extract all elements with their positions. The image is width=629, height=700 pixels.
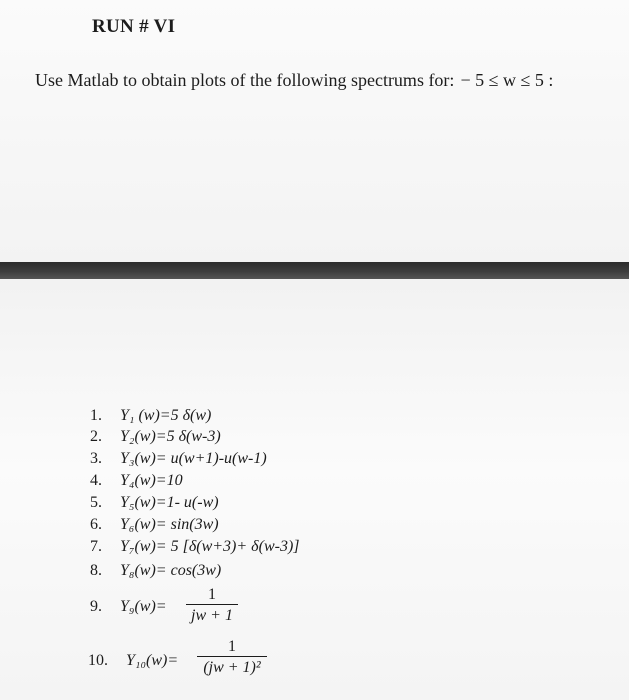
item-expression: Y₃(w)= u(w+1)-u(w-1): [120, 450, 267, 467]
item-number: 4.: [90, 472, 102, 489]
page-title: RUN # VI: [92, 16, 176, 37]
paper-top: [0, 0, 629, 262]
item-expression: Y₅(w)=1- u(-w): [120, 494, 219, 511]
list-item: [90, 494, 219, 512]
list-item: [90, 428, 221, 446]
list-item: [90, 598, 167, 616]
fraction-numerator: 1: [228, 638, 236, 655]
item-expression: Y₁₀(w)=: [126, 652, 179, 669]
fraction: [197, 638, 267, 677]
item-expression: Y₇(w)= 5 [δ(w+3)+ δ(w-3)]: [120, 538, 300, 555]
list-item: [90, 516, 219, 534]
fraction-denominator: (jw + 1)²: [197, 656, 267, 677]
item-expression: Y₆(w)= sin(3w): [120, 516, 219, 533]
instruction-line: [35, 70, 553, 91]
item-expression: Y₈(w)= cos(3w): [120, 562, 222, 579]
list-item: [90, 407, 211, 425]
item-number: 8.: [90, 562, 102, 579]
list-item: [90, 562, 221, 580]
item-expression: Y₁ (w)=5 δ(w): [120, 407, 212, 424]
item-expression: Y₉(w)=: [120, 598, 167, 615]
item-number: 2.: [90, 428, 102, 445]
item-number: 7.: [90, 538, 102, 555]
list-item: [90, 472, 183, 490]
item-expression: Y₄(w)=10: [120, 472, 183, 489]
frequency-range: − 5 ≤ w ≤ 5 :: [460, 70, 554, 90]
item-number: 6.: [90, 516, 102, 533]
list-item: [88, 652, 178, 670]
page-divider-band: [0, 262, 629, 279]
item-expression: Y₂(w)=5 δ(w-3): [120, 428, 221, 445]
item-number: 3.: [90, 450, 102, 467]
fraction-denominator: jw + 1: [186, 604, 238, 625]
item-number: 5.: [90, 494, 102, 511]
item-number: 9.: [90, 598, 102, 615]
list-item: [90, 538, 300, 556]
list-item: [90, 450, 267, 468]
item-number: 10.: [88, 652, 108, 669]
fraction: [186, 586, 238, 625]
fraction-numerator: 1: [208, 586, 216, 603]
item-number: 1.: [90, 407, 102, 424]
instruction-text: Use Matlab to obtain plots of the following spectrums for:: [35, 70, 455, 90]
